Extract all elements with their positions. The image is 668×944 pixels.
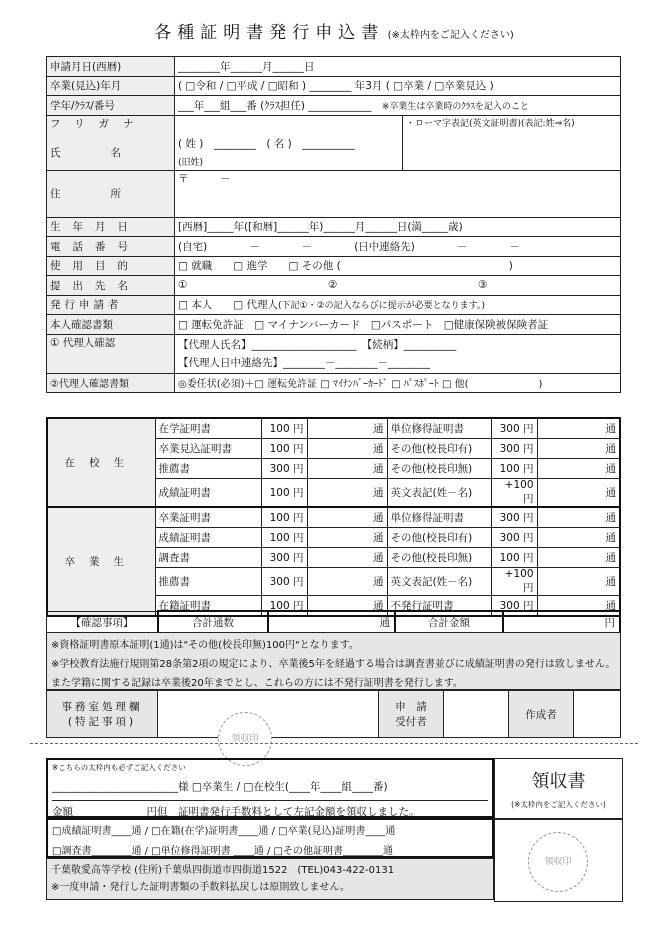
fee-price: 300 円 xyxy=(261,568,307,596)
note-1: ※資格証明書原本証明(1通)は"その他(校長印無)100円"となります。 xyxy=(51,640,359,651)
office-label-2: (特記事項) xyxy=(67,716,137,728)
fee-name: 成績証明書 xyxy=(155,528,261,548)
label-purpose: 使用目的 xyxy=(47,256,175,276)
office-label-1: 事務室処理欄 xyxy=(61,701,143,713)
applicant-note: (下記①・②の記入ならびに提示が必要となります。) xyxy=(278,301,485,312)
total-count-label: 合計通数 xyxy=(158,611,268,633)
receiver-field[interactable] xyxy=(444,691,509,738)
label-date: 申請月日(西暦) xyxy=(47,57,175,77)
fee-count-field[interactable]: 通 xyxy=(307,568,387,596)
name-mei: ( 名 ) xyxy=(266,137,292,150)
label-id-docs: 本人確認書類 xyxy=(47,315,175,335)
fee-count-field[interactable]: 通 xyxy=(537,528,620,548)
fee-price: 100 円 xyxy=(261,439,307,459)
application-table xyxy=(46,56,621,393)
fee-name: 推薦書 xyxy=(155,459,261,479)
fee-price: 100 円 xyxy=(491,548,537,568)
cut-line xyxy=(30,743,638,744)
class-content: ___年___組___番 (ｸﾗｽ担任) ____________ xyxy=(178,99,372,112)
field-id-docs[interactable]: □ 運転免許証 □ マイナンバーカード □パスポート □健康保険被保険者証 xyxy=(175,315,621,335)
fee-count-field[interactable]: 通 xyxy=(307,596,387,617)
fee-name: 調査書 xyxy=(155,548,261,568)
field-class[interactable] xyxy=(175,96,621,116)
name-sei: ( 姓 ) xyxy=(178,137,204,150)
label-proxy-docs: ②代理人確認書類 xyxy=(47,373,175,393)
fee-name: 英文表記(姓－名) xyxy=(387,568,491,596)
field-address[interactable] xyxy=(175,170,621,217)
fee-name: 単位修得証明書 xyxy=(387,418,491,439)
fee-table xyxy=(46,417,621,617)
field-birth[interactable]: [西暦]_____年([和暦]______年)______月______日(満_____歳) xyxy=(175,217,621,237)
fee-count-field[interactable]: 通 xyxy=(537,568,620,596)
refund-note: ※一度申請・発行した証明書類の手数料払戻しは原則致しません。 xyxy=(51,882,350,893)
fee-count-field[interactable]: 通 xyxy=(307,528,387,548)
fee-count-field[interactable]: 通 xyxy=(307,548,387,568)
fee-count-field[interactable]: 通 xyxy=(537,418,620,439)
receipt-title-note: (※太枠内をご記入ください) xyxy=(511,800,606,809)
fee-count-field[interactable]: 通 xyxy=(307,479,387,508)
school-info: 千葉敬愛高等学校 (住所)千葉県四街道市四街道1522 (TEL)043-422-0131 xyxy=(51,865,395,876)
label-dest: 提出先名 xyxy=(47,276,175,296)
receipt-top-box xyxy=(46,758,494,818)
label-address: 住所 xyxy=(47,170,175,217)
receipt-stamp-circle: 領収印 xyxy=(528,832,588,892)
receipt-line1[interactable]: ________________________様 □卒業生 / □在校生(____年____組____番) xyxy=(52,781,388,793)
fee-name: 成績証明書 xyxy=(155,479,261,508)
fee-price: 100 円 xyxy=(261,479,307,508)
field-proxy[interactable] xyxy=(175,334,621,373)
field-phone[interactable]: (自宅) － － (日中連絡先) － － xyxy=(175,237,621,257)
fee-count-field[interactable]: 通 xyxy=(307,507,387,528)
fee-count-field[interactable]: 通 xyxy=(307,439,387,459)
field-grad[interactable]: ( □令和 / □平成 / □昭和 ) ________ 年3月 ( □卒業 / □卒業見込 ) xyxy=(175,76,621,96)
total-count-field[interactable]: 通 xyxy=(268,611,395,633)
receipt-title: 領収書 xyxy=(531,771,586,792)
postal: 〒 － xyxy=(178,172,231,185)
confirm-table xyxy=(46,610,621,634)
fee-name: その他(校長印有) xyxy=(387,528,491,548)
field-name[interactable]: ( 姓 ) ________ ( 名 ) __________ (旧姓) xyxy=(175,115,403,170)
label-grad: 卒業(見込)年月 xyxy=(47,76,175,96)
label-furigana: フリガナ xyxy=(50,117,148,130)
receipt-line3[interactable]: □成績証明書____通 / □在籍(在学)証明書____通 / □卒業(見込)証明書____通 xyxy=(52,826,396,837)
fee-count-field[interactable]: 通 xyxy=(307,459,387,479)
fee-price: 300 円 xyxy=(491,418,537,439)
office-table xyxy=(46,690,621,738)
office-stamp-circle: 領収印 xyxy=(218,712,272,766)
field-applicant[interactable] xyxy=(175,295,621,315)
applicant-content: □ 本人 □ 代理人 xyxy=(178,299,279,312)
author-label: 作成者 xyxy=(509,691,574,738)
label-name-cell xyxy=(47,115,175,170)
fee-count-field[interactable]: 通 xyxy=(537,596,620,617)
proxy-line2: 【代理人日中連絡先】________－________－________ xyxy=(178,357,430,369)
total-amount-field[interactable]: 円 xyxy=(503,611,620,633)
fee-name: 卒業見込証明書 xyxy=(155,439,261,459)
label-proxy: ① 代理人確認 xyxy=(47,334,175,373)
label-birth: 生年月日 xyxy=(47,217,175,237)
field-proxy-docs[interactable]: ◎委任状(必須)＋□ 運転免許証 □ ﾏｲﾅﾝﾊﾞｰｶｰﾄﾞ □ ﾊﾟｽﾎﾟｰﾄ □ 他( ) xyxy=(175,373,621,393)
class-note: ※卒業生は卒業時のｸﾗｽを記入のこと xyxy=(381,101,529,112)
label-class: 学年/ｸﾗｽ/番号 xyxy=(47,96,175,116)
dest-3: ③ xyxy=(478,279,488,292)
fee-price: 300 円 xyxy=(491,507,537,528)
fee-name: 不発行証明書 xyxy=(387,596,491,617)
office-label-cell xyxy=(47,691,158,738)
fee-name: その他(校長印有) xyxy=(387,439,491,459)
fee-count-field[interactable]: 通 xyxy=(307,418,387,439)
receipt-line4[interactable]: □調査書________通 / □単位修得証明書 ____通 / □その他証明書________通 xyxy=(52,846,393,857)
receiver-label xyxy=(379,691,444,738)
field-roma[interactable] xyxy=(403,115,621,170)
author-field[interactable] xyxy=(574,691,621,738)
fee-count-field[interactable]: 通 xyxy=(537,459,620,479)
fee-name: その他(校長印無) xyxy=(387,548,491,568)
fee-price: 100 円 xyxy=(261,596,307,617)
fee-name: 英文表記(姓－名) xyxy=(387,479,491,508)
field-dest[interactable] xyxy=(175,276,621,296)
fee-price: 100 円 xyxy=(491,459,537,479)
fee-count-field[interactable]: 通 xyxy=(537,479,620,508)
fee-name: その他(校長印無) xyxy=(387,459,491,479)
fee-name: 在籍証明書 xyxy=(155,596,261,617)
zaikou-label: 在校生 xyxy=(47,418,155,507)
zaikou-row xyxy=(47,418,620,439)
receipt-items-box xyxy=(46,818,494,858)
fee-price: 300 円 xyxy=(491,596,537,617)
notes-box xyxy=(46,632,621,690)
fee-name: 推薦書 xyxy=(155,568,261,596)
fee-price: +100 円 xyxy=(491,479,537,508)
fee-name: 在学証明書 xyxy=(155,418,261,439)
fee-price: +100 円 xyxy=(491,568,537,596)
label-phone: 電話番号 xyxy=(47,237,175,257)
fee-price: 300 円 xyxy=(491,528,537,548)
receipt-footer xyxy=(46,858,494,900)
sotsugyou-row xyxy=(47,507,620,528)
fee-price: 300 円 xyxy=(261,459,307,479)
roma-label: ・ローマ字表記(英文証明書)(表記:姓⇒名) xyxy=(406,118,575,129)
fee-price: 100 円 xyxy=(261,528,307,548)
form-title-note: (※太枠内をご記入ください) xyxy=(387,30,514,41)
fee-price: 100 円 xyxy=(261,507,307,528)
receipt-title-box xyxy=(494,758,623,820)
fee-price: 300 円 xyxy=(491,439,537,459)
fee-price: 300 円 xyxy=(261,548,307,568)
receipt-note: ※こちらの太枠内も必ずご記入ください xyxy=(52,763,186,772)
label-name: 氏名 xyxy=(50,146,171,159)
note-2: ※学校教育法施行規則第28条第2項の規定により、卒業後5年を経過する場合は調査書並びに成績証明書の発行は致しません。また学籍に関する記録は卒業後20年までとし、これらの方には不発行証明書を発行します。 xyxy=(51,659,616,689)
fee-name: 卒業証明書 xyxy=(155,507,261,528)
form-title-area xyxy=(0,18,668,43)
label-applicant: 発行申請者 xyxy=(47,295,175,315)
fee-price: 100 円 xyxy=(261,418,307,439)
proxy-line1: 【代理人氏名】____________________ 【続柄】__________ xyxy=(178,339,457,351)
confirm-label: 【確認事項】 xyxy=(47,611,159,633)
fee-count-field[interactable]: 通 xyxy=(537,439,620,459)
fee-count-field[interactable]: 通 xyxy=(537,548,620,568)
total-amount-label: 合計金額 xyxy=(395,611,503,633)
name-old: (旧姓) xyxy=(178,157,204,168)
receiver-label-2: 受付者 xyxy=(395,716,427,728)
field-purpose[interactable]: □ 就職 □ 進学 □ その他 ( ) xyxy=(175,256,621,276)
receipt-line2[interactable]: 金額______________円但 証明書発行手数料として左記金額を領収しました。 xyxy=(52,800,488,819)
receiver-label-1: 申 請 xyxy=(395,701,427,713)
dest-2: ② xyxy=(328,279,338,292)
dest-1: ① xyxy=(178,279,188,292)
fee-name: 単位修得証明書 xyxy=(387,507,491,528)
form-title: 各種証明書発行申込書 xyxy=(154,23,385,43)
sotsugyou-label: 卒業生 xyxy=(47,507,155,616)
field-date[interactable]: ________年______月______日 xyxy=(175,57,621,77)
fee-count-field[interactable]: 通 xyxy=(537,507,620,528)
